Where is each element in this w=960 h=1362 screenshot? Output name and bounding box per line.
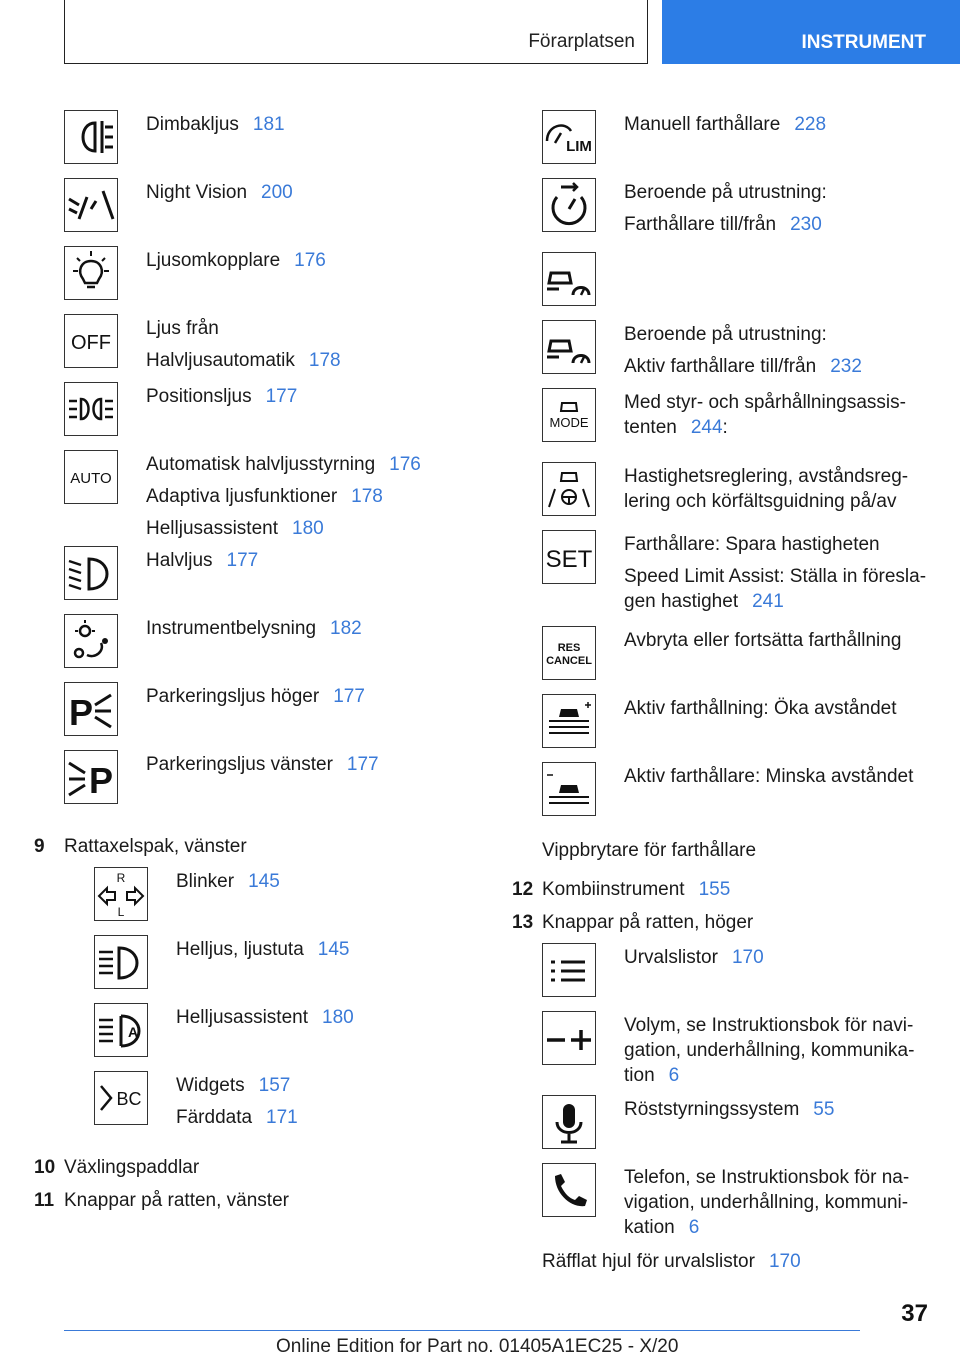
distance-cruise-2-icon [542,320,596,374]
list-item [64,382,474,450]
list-item [542,762,932,838]
list-item [512,877,932,902]
list-item [542,178,932,252]
list-item [64,314,474,382]
page-link[interactable]: 55 [813,1099,835,1120]
list-item [542,694,932,762]
instrument-lighting-icon [64,614,118,668]
item-label: Med styr- och spårhållningsassis- tenten [624,392,906,438]
parking-light-left-icon [64,750,118,804]
item-label: Farthållare till/från [624,214,777,235]
item-label: Parkeringsljus vänster [146,754,333,775]
item-label: Parkeringsljus höger [146,686,320,707]
page-link[interactable]: 157 [258,1075,291,1096]
list-item [64,682,474,750]
lights-off-icon [64,314,118,368]
chapter-tab-label: INSTRUMENT [801,32,926,53]
high-beam-assistant-icon [94,1003,148,1057]
header-box [64,0,648,64]
left-column [34,110,474,1221]
page-link[interactable]: 241 [752,591,784,612]
list-item [64,750,474,834]
list-item [34,1155,474,1180]
mode-icon [542,388,596,442]
svg-text:L: L [117,905,125,919]
turn-signal-icon [94,867,148,921]
list-item [542,1095,932,1163]
item-label: Dimbakljus [146,114,239,135]
item-label: Knappar på ratten, höger [542,912,754,933]
item-label: Farthållare: Spara hastigheten [624,534,880,555]
item-label: Volym, se Instruktionsbok för navi- gation, underhållning, kommunika- tion [624,1015,915,1086]
item-label: Positionsljus [146,386,252,407]
item-label: Växlingspaddlar [64,1157,200,1178]
svg-text:SET: SET [545,546,593,573]
distance-decrease-icon [542,762,596,816]
page-link[interactable]: 180 [292,518,324,539]
list-item [542,943,932,1011]
page-link[interactable]: 178 [351,486,383,507]
page-link[interactable]: 177 [265,386,298,407]
page-link[interactable]: 171 [266,1107,298,1128]
microphone-icon [542,1095,596,1149]
page-link[interactable]: 6 [668,1065,680,1086]
svg-text:OFF: OFF [71,332,111,354]
svg-text:P: P [69,692,94,733]
page-link[interactable]: 6 [688,1217,700,1238]
list-item [64,546,474,614]
section-caption: Vippbrytare för farthållare [542,840,757,861]
item-label: Blinker [176,871,235,892]
list-item [542,1249,932,1274]
item-label: Speed Limit Assist: Ställa in föresla- gen hastighet [624,566,927,612]
svg-text:CANCEL: CANCEL [546,655,592,667]
item-label: Aktiv farthållare till/från [624,356,817,377]
list-item [542,388,932,462]
list-item [542,530,932,626]
list-item [542,110,932,178]
list-item [64,246,474,314]
svg-text:AUTO: AUTO [70,470,112,487]
volume-icon [542,1011,596,1065]
set-icon [542,530,596,584]
right-column [512,110,932,1274]
list-item [34,1188,474,1213]
distance-increase-icon [542,694,596,748]
section-title: Förarplatsen [528,31,635,52]
item-label: Halvljusautomatik [146,350,295,371]
lim-icon [542,110,596,164]
list-item [64,614,474,682]
page-link[interactable]: 182 [330,618,362,639]
page-number: 37 [901,1300,928,1327]
footer-divider [64,1330,860,1331]
item-label: Widgets [176,1075,245,1096]
item-suffix: : [722,417,728,438]
svg-text:LIM: LIM [566,138,592,155]
list-item [542,462,932,530]
phone-icon [542,1163,596,1217]
page-link[interactable]: 181 [252,114,285,135]
rear-fog-light-icon [64,110,118,164]
light-switch-icon [64,246,118,300]
list-item [542,1011,932,1095]
page-link[interactable]: 170 [768,1251,801,1272]
parking-light-right-icon [64,682,118,736]
item-label: Färddata [176,1107,253,1128]
item-number: 10 [34,1157,56,1178]
page-link[interactable]: 230 [790,214,822,235]
item-label: Hastighetsreglering, avståndsreg- lering och körfältsguidning på/av [624,466,909,512]
high-beam-icon [94,935,148,989]
list-item [94,867,474,935]
item-label: Beroende på utrustning: [624,324,827,345]
page-link[interactable]: 232 [830,356,862,377]
svg-text:MODE: MODE [549,415,589,430]
item-label: Ljus från [146,318,219,339]
item-label: Night Vision [146,182,248,203]
item-label: Halvljus [146,550,213,571]
list-item [94,935,474,1003]
list-item [542,252,932,320]
item-label: Rattaxelspak, vänster [64,836,247,857]
distance-cruise-icon [542,252,596,306]
item-label: Helljusassistent [176,1007,308,1028]
bc-icon [94,1071,148,1125]
page-link[interactable]: 145 [317,939,350,960]
list-item [542,1163,932,1247]
page-link[interactable]: 176 [389,454,421,475]
item-label: Automatisk halvljusstyrning [146,454,376,475]
svg-text:R: R [116,871,126,885]
item-label: Adaptiva ljusfunktioner [146,486,338,507]
item-label: Helljusassistent [146,518,278,539]
page-link[interactable]: 244 [690,417,723,438]
item-label: Ljusomkopplare [146,250,281,271]
list-item [512,910,932,935]
parking-lights-icon [64,382,118,436]
item-label: Aktiv farthållning: Öka avståndet [624,698,897,719]
page-link[interactable]: 170 [731,947,764,968]
item-label: Räfflat hjul för urvalslistor [542,1251,755,1272]
page-link[interactable]: 155 [698,879,731,900]
page-link[interactable]: 176 [294,250,326,271]
list-item [34,834,474,859]
list-item [94,1071,474,1155]
item-number: 9 [34,836,45,857]
footer-edition: Online Edition for Part no. 01405A1EC25 - X/20 [276,1336,679,1357]
item-label: Helljus, ljustuta [176,939,304,960]
page-link[interactable]: 177 [333,686,365,707]
item-label: Instrumentbelysning [146,618,317,639]
list-item [542,320,932,388]
list-item [64,178,474,246]
item-number: 11 [34,1190,55,1211]
page-link[interactable]: 200 [261,182,293,203]
list-item [542,626,932,694]
res-cancel-icon [542,626,596,680]
page-link[interactable]: 145 [248,871,280,892]
list-icon [542,943,596,997]
item-label: Manuell farthållare [624,114,781,135]
item-number: 12 [512,879,534,900]
item-label: Röststyrningssystem [624,1099,800,1120]
list-item [64,450,474,546]
page-link[interactable]: 178 [308,350,341,371]
auto-lights-icon [64,450,118,504]
page-link[interactable]: 228 [794,114,827,135]
svg-text:BC: BC [116,1089,142,1109]
svg-text:RES: RES [557,642,581,654]
svg-text:A: A [128,1024,139,1040]
lane-steering-icon [542,462,596,516]
page-link[interactable]: 177 [226,550,259,571]
item-label: Beroende på utrustning: [624,182,827,203]
item-label: Telefon, se Instruktionsbok för na- vigation, underhållning, kommuni- kation [624,1167,910,1238]
list-item [94,1003,474,1071]
item-label: Avbryta eller fortsätta farthållning [624,630,902,651]
page-link[interactable]: 177 [346,754,379,775]
item-label: Aktiv farthållare: Minska avståndet [624,766,914,787]
night-vision-icon [64,178,118,232]
item-label: Urvalslistor [624,947,718,968]
low-beam-icon [64,546,118,600]
svg-text:P: P [89,760,114,801]
item-label: Kombiinstrument [542,879,685,900]
page-link[interactable]: 180 [322,1007,354,1028]
item-label: Knappar på ratten, vänster [64,1190,289,1211]
list-item [64,110,474,178]
chapter-tab[interactable] [662,0,960,64]
item-number: 13 [512,912,534,933]
cruise-control-icon [542,178,596,232]
